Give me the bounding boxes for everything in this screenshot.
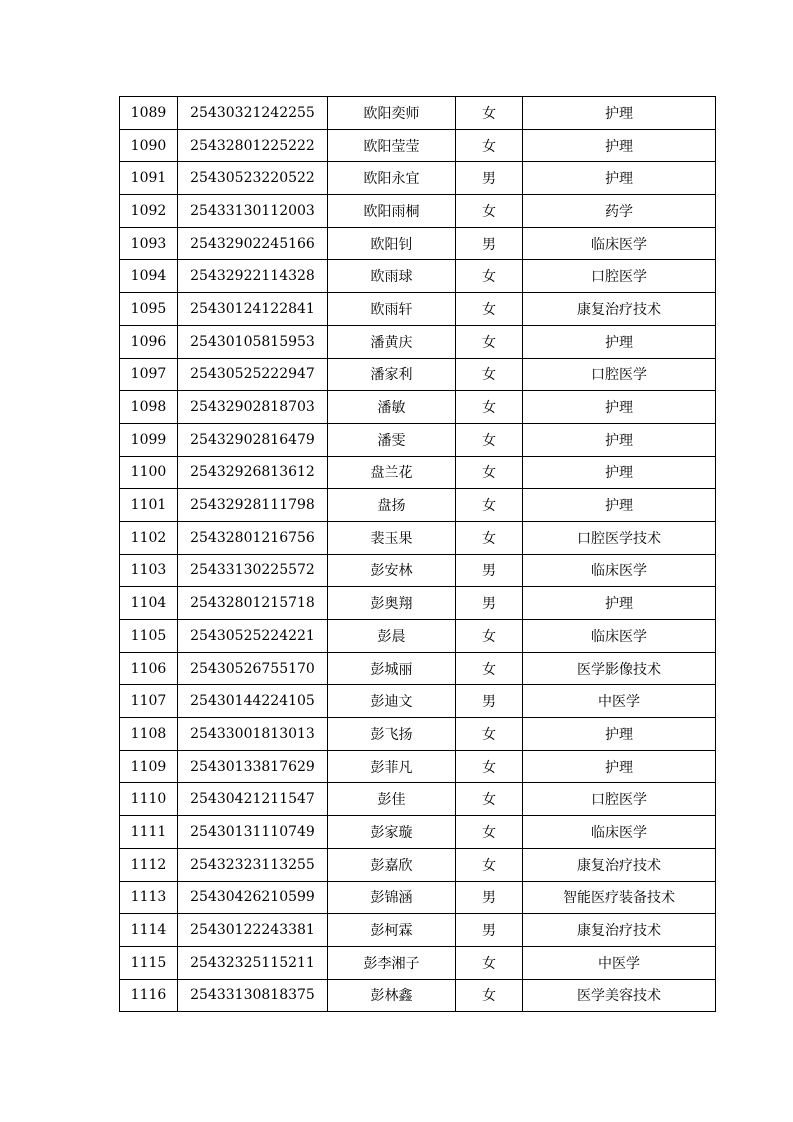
major-cell: 临床医学	[523, 227, 716, 260]
major-cell: 口腔医学	[523, 260, 716, 293]
student-name-cell: 欧阳雨桐	[328, 195, 456, 228]
exam-id-cell: 25432922114328	[178, 260, 328, 293]
table-row	[120, 423, 716, 456]
major-cell: 护理	[523, 97, 716, 130]
gender-cell: 女	[456, 652, 523, 685]
major-cell: 口腔医学	[523, 783, 716, 816]
student-name-cell: 彭锦涵	[328, 881, 456, 914]
gender-cell: 男	[456, 554, 523, 587]
exam-id-cell: 25433001813013	[178, 718, 328, 751]
row-number-cell: 1116	[120, 979, 178, 1012]
student-name-cell: 盘扬	[328, 489, 456, 522]
exam-id-cell: 25433130225572	[178, 554, 328, 587]
exam-id-cell: 25430124122841	[178, 293, 328, 326]
gender-cell: 女	[456, 293, 523, 326]
student-name-cell: 欧阳奕师	[328, 97, 456, 130]
gender-cell: 女	[456, 979, 523, 1012]
major-cell: 康复治疗技术	[523, 293, 716, 326]
gender-cell: 女	[456, 848, 523, 881]
table-row	[120, 816, 716, 849]
table-row	[120, 652, 716, 685]
student-name-cell: 彭安林	[328, 554, 456, 587]
roster-table	[119, 96, 716, 1012]
gender-cell: 女	[456, 620, 523, 653]
table-row	[120, 293, 716, 326]
table-row	[120, 489, 716, 522]
exam-id-cell: 25430122243381	[178, 914, 328, 947]
exam-id-cell: 25430523220522	[178, 162, 328, 195]
row-number-cell: 1103	[120, 554, 178, 587]
table-row	[120, 129, 716, 162]
major-cell: 口腔医学技术	[523, 521, 716, 554]
exam-id-cell: 25430133817629	[178, 750, 328, 783]
table-row	[120, 914, 716, 947]
gender-cell: 男	[456, 162, 523, 195]
major-cell: 中医学	[523, 685, 716, 718]
gender-cell: 女	[456, 521, 523, 554]
major-cell: 医学影像技术	[523, 652, 716, 685]
student-name-cell: 彭李湘子	[328, 946, 456, 979]
gender-cell: 女	[456, 750, 523, 783]
major-cell: 护理	[523, 718, 716, 751]
row-number-cell: 1092	[120, 195, 178, 228]
exam-id-cell: 25430131110749	[178, 816, 328, 849]
student-name-cell: 潘黄庆	[328, 325, 456, 358]
table-row	[120, 620, 716, 653]
exam-id-cell: 25432926813612	[178, 456, 328, 489]
major-cell: 临床医学	[523, 554, 716, 587]
student-name-cell: 彭佳	[328, 783, 456, 816]
exam-id-cell: 25430105815953	[178, 325, 328, 358]
student-name-cell: 潘敏	[328, 391, 456, 424]
exam-id-cell: 25430525222947	[178, 358, 328, 391]
table-row	[120, 260, 716, 293]
exam-id-cell: 25432801225222	[178, 129, 328, 162]
gender-cell: 男	[456, 881, 523, 914]
student-name-cell: 欧阳永宜	[328, 162, 456, 195]
row-number-cell: 1107	[120, 685, 178, 718]
roster-body	[120, 97, 716, 1012]
row-number-cell: 1098	[120, 391, 178, 424]
major-cell: 护理	[523, 391, 716, 424]
row-number-cell: 1114	[120, 914, 178, 947]
gender-cell: 女	[456, 718, 523, 751]
student-name-cell: 彭迪文	[328, 685, 456, 718]
student-name-cell: 潘雯	[328, 423, 456, 456]
exam-id-cell: 25432801215718	[178, 587, 328, 620]
table-row	[120, 521, 716, 554]
major-cell: 医学美容技术	[523, 979, 716, 1012]
exam-id-cell: 25433130818375	[178, 979, 328, 1012]
major-cell: 口腔医学	[523, 358, 716, 391]
gender-cell: 女	[456, 391, 523, 424]
gender-cell: 女	[456, 783, 523, 816]
student-name-cell: 欧阳莹莹	[328, 129, 456, 162]
exam-id-cell: 25430525224221	[178, 620, 328, 653]
gender-cell: 女	[456, 358, 523, 391]
table-row	[120, 554, 716, 587]
student-name-cell: 欧雨轩	[328, 293, 456, 326]
row-number-cell: 1096	[120, 325, 178, 358]
row-number-cell: 1101	[120, 489, 178, 522]
gender-cell: 女	[456, 97, 523, 130]
major-cell: 护理	[523, 423, 716, 456]
row-number-cell: 1102	[120, 521, 178, 554]
gender-cell: 女	[456, 129, 523, 162]
row-number-cell: 1109	[120, 750, 178, 783]
exam-id-cell: 25433130112003	[178, 195, 328, 228]
major-cell: 护理	[523, 162, 716, 195]
major-cell: 护理	[523, 456, 716, 489]
table-row	[120, 391, 716, 424]
table-row	[120, 979, 716, 1012]
student-name-cell: 彭奥翔	[328, 587, 456, 620]
gender-cell: 男	[456, 685, 523, 718]
exam-id-cell: 25430421211547	[178, 783, 328, 816]
table-row	[120, 881, 716, 914]
row-number-cell: 1091	[120, 162, 178, 195]
row-number-cell: 1100	[120, 456, 178, 489]
table-row	[120, 97, 716, 130]
exam-id-cell: 25432902816479	[178, 423, 328, 456]
major-cell: 药学	[523, 195, 716, 228]
table-row	[120, 162, 716, 195]
gender-cell: 女	[456, 489, 523, 522]
student-name-cell: 彭菲凡	[328, 750, 456, 783]
exam-id-cell: 25432323113255	[178, 848, 328, 881]
gender-cell: 女	[456, 195, 523, 228]
row-number-cell: 1105	[120, 620, 178, 653]
gender-cell: 男	[456, 914, 523, 947]
table-row	[120, 358, 716, 391]
major-cell: 中医学	[523, 946, 716, 979]
student-name-cell: 彭晨	[328, 620, 456, 653]
gender-cell: 女	[456, 816, 523, 849]
row-number-cell: 1113	[120, 881, 178, 914]
student-name-cell: 欧阳钊	[328, 227, 456, 260]
student-name-cell: 欧雨球	[328, 260, 456, 293]
row-number-cell: 1099	[120, 423, 178, 456]
student-name-cell: 彭嘉欣	[328, 848, 456, 881]
table-row	[120, 750, 716, 783]
major-cell: 护理	[523, 750, 716, 783]
exam-id-cell: 25432801216756	[178, 521, 328, 554]
exam-id-cell: 25430321242255	[178, 97, 328, 130]
major-cell: 护理	[523, 325, 716, 358]
major-cell: 护理	[523, 129, 716, 162]
row-number-cell: 1089	[120, 97, 178, 130]
major-cell: 护理	[523, 489, 716, 522]
table-row	[120, 456, 716, 489]
row-number-cell: 1097	[120, 358, 178, 391]
student-name-cell: 彭林鑫	[328, 979, 456, 1012]
gender-cell: 男	[456, 587, 523, 620]
exam-id-cell: 25430526755170	[178, 652, 328, 685]
exam-id-cell: 25432902818703	[178, 391, 328, 424]
table-row	[120, 848, 716, 881]
exam-id-cell: 25432902245166	[178, 227, 328, 260]
student-name-cell: 盘兰花	[328, 456, 456, 489]
gender-cell: 女	[456, 456, 523, 489]
row-number-cell: 1115	[120, 946, 178, 979]
row-number-cell: 1090	[120, 129, 178, 162]
gender-cell: 女	[456, 260, 523, 293]
row-number-cell: 1093	[120, 227, 178, 260]
table-row	[120, 685, 716, 718]
major-cell: 智能医疗装备技术	[523, 881, 716, 914]
student-name-cell: 裴玉果	[328, 521, 456, 554]
table-row	[120, 946, 716, 979]
student-name-cell: 彭飞扬	[328, 718, 456, 751]
table-row	[120, 718, 716, 751]
gender-cell: 女	[456, 946, 523, 979]
gender-cell: 男	[456, 227, 523, 260]
table-row	[120, 783, 716, 816]
exam-id-cell: 25430144224105	[178, 685, 328, 718]
exam-id-cell: 25432928111798	[178, 489, 328, 522]
major-cell: 临床医学	[523, 620, 716, 653]
gender-cell: 女	[456, 325, 523, 358]
row-number-cell: 1094	[120, 260, 178, 293]
exam-id-cell: 25432325115211	[178, 946, 328, 979]
table-row	[120, 587, 716, 620]
row-number-cell: 1104	[120, 587, 178, 620]
major-cell: 康复治疗技术	[523, 914, 716, 947]
student-name-cell: 潘家利	[328, 358, 456, 391]
row-number-cell: 1095	[120, 293, 178, 326]
exam-id-cell: 25430426210599	[178, 881, 328, 914]
student-name-cell: 彭城丽	[328, 652, 456, 685]
row-number-cell: 1110	[120, 783, 178, 816]
row-number-cell: 1108	[120, 718, 178, 751]
gender-cell: 女	[456, 423, 523, 456]
table-row	[120, 195, 716, 228]
row-number-cell: 1112	[120, 848, 178, 881]
table-row	[120, 227, 716, 260]
major-cell: 护理	[523, 587, 716, 620]
student-name-cell: 彭柯霖	[328, 914, 456, 947]
student-name-cell: 彭家璇	[328, 816, 456, 849]
major-cell: 康复治疗技术	[523, 848, 716, 881]
row-number-cell: 1111	[120, 816, 178, 849]
row-number-cell: 1106	[120, 652, 178, 685]
table-row	[120, 325, 716, 358]
major-cell: 临床医学	[523, 816, 716, 849]
